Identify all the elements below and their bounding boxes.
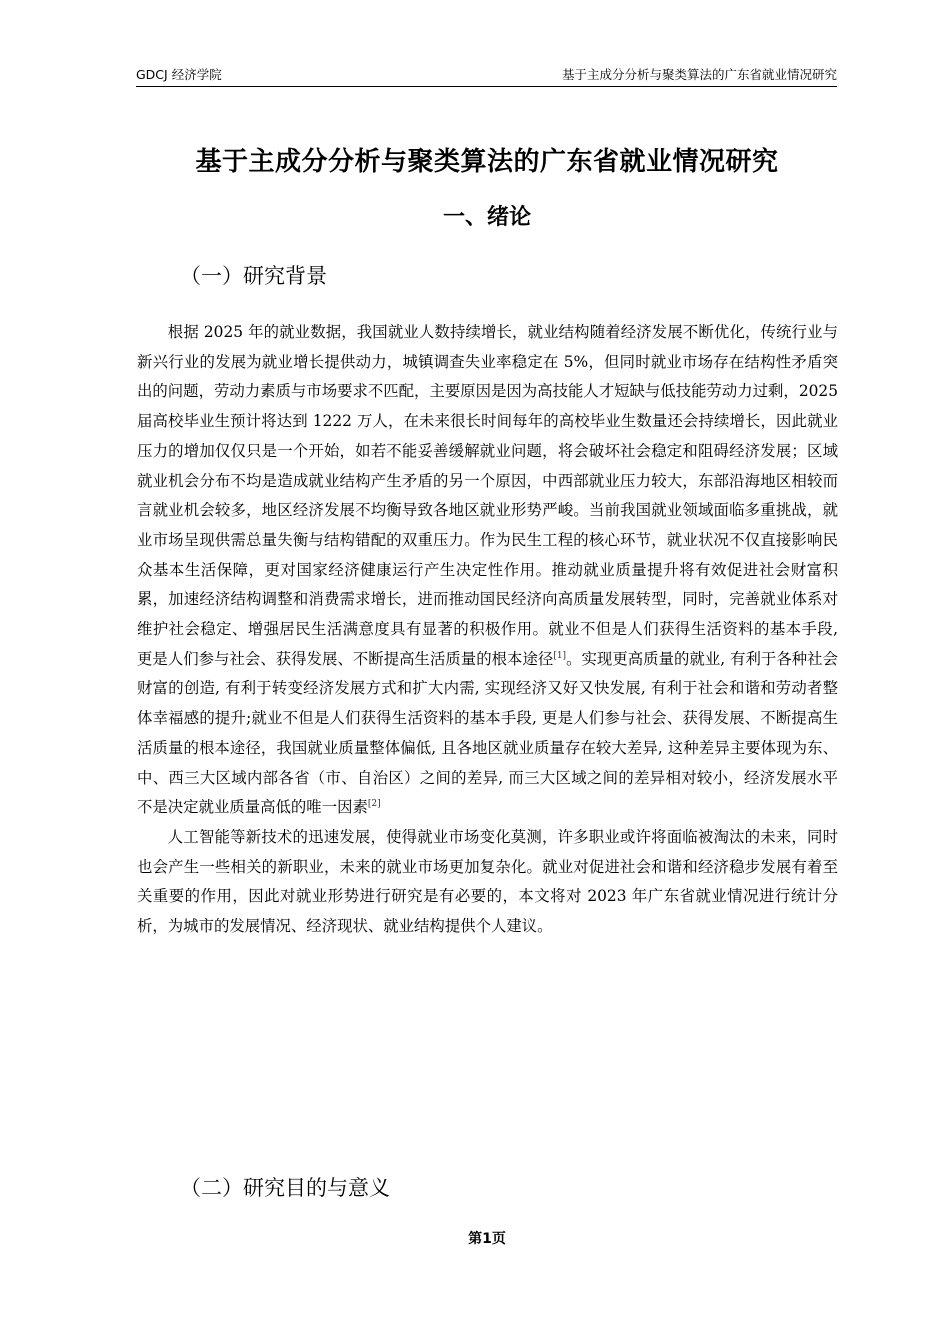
chapter-heading: 一、绪论 xyxy=(442,205,531,230)
section-heading-background: （一）研究背景 xyxy=(180,264,327,288)
citation-1: [1] xyxy=(553,650,567,661)
paragraph-background xyxy=(137,318,838,823)
section-heading-purpose: （二）研究目的与意义 xyxy=(180,1176,390,1200)
paragraph-text: 。实现更高质量的就业, 有利于各种社会财富的创造, 有利于转变经济发展方式和扩大内需, 实现经济又好又快发展, 有利于社会和谐和劳动者整体幸福感的提升;就业不但是人们获得生活资料的基本手段, 更是人们参与社会、获得发展、不断提高生活质量的根本途径，我国就业质量整体偏低, 且各地区就业质量存在较大差异, 这种差异主要体现为东、中、西三大区域内部各省（市、自治区）之间的差异, 而三大区域之间的差异相对较小，经济发展水平不是决定就业质量高低的唯一因素 xyxy=(137,649,838,817)
citation-2: [2] xyxy=(367,799,381,810)
page-number: 第1页 xyxy=(468,1231,506,1247)
page-header xyxy=(136,66,837,87)
header-institution: GDCJ 经济学院 xyxy=(136,67,222,82)
body-text xyxy=(137,318,838,942)
paragraph-text: 根据 2025 年的就业数据，我国就业人数持续增长，就业结构随着经济发展不断优化，传统行业与新兴行业的发展为就业增长提供动力，城镇调查失业率稳定在 5%，但同时就业市场存在结构性矛盾突出的问题，劳动力素质与市场要求不匹配，主要原因是因为高技能人才短缺与低技能劳动力过剩，2025 届高校毕业生预计将达到 1222 万人，在未来很长时间每年的高校毕业生数量还会持续增长，因此就业压力的增加仅仅只是一个开始，如若不能妥善缓解就业问题，将会破坏社会稳定和阻碍经济发展；区域就业机会分布不均是造成就业结构产生矛盾的另一个原因，中西部就业压力较大，东部沿海地区相较而言就业机会较多，地区经济发展不均衡导致各地区就业形势严峻。当前我国就业领域面临多重挑战，就业市场呈现供需总量失衡与结构错配的双重压力。作为民生工程的核心环节，就业状况不仅直接影响民众基本生活保障，更对国家经济健康运行产生决定性作用。推动就业质量提升将有效促进社会财富积累，加速经济结构调整和消费需求增长，进而推动国民经济向高质量发展转型，同时，完善就业体系对维护社会稳定、增强居民生活满意度具有显著的积极作用。就业不但是人们获得生活资料的基本手段, 更是人们参与社会、获得发展、不断提高生活质量的根本途径 xyxy=(137,323,838,668)
paragraph-ai: 人工智能等新技术的迅速发展，使得就业市场变化莫测，许多职业或许将面临被淘汰的未来，同时也会产生一些相关的新职业，未来的就业市场更加复杂化。就业对促进社会和谐和经济稳步发展有着至关重要的作用，因此对就业形势进行研究是有必要的，本文将对 2023 年广东省就业情况进行统计分析，为城市的发展情况、经济现状、就业结构提供个人建议。 xyxy=(137,827,838,936)
paper-title: 基于主成分分析与聚类算法的广东省就业情况研究 xyxy=(195,147,779,177)
header-paper-title: 基于主成分分析与聚类算法的广东省就业情况研究 xyxy=(561,67,837,82)
